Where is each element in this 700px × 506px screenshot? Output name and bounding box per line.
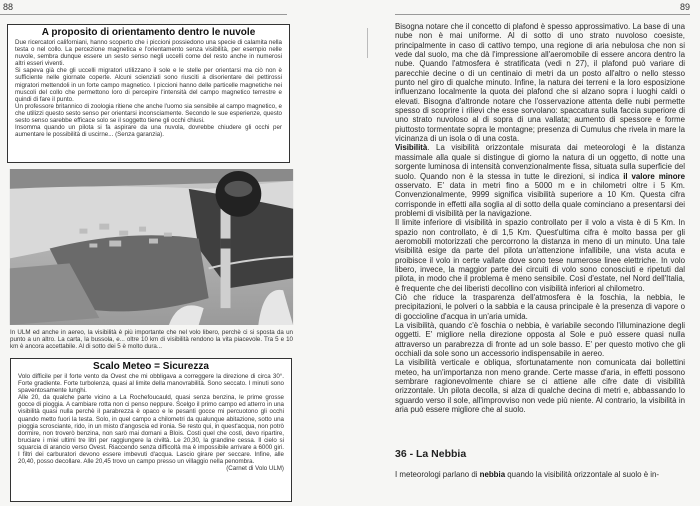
body-text-nebbia [395,470,685,479]
body-paragraph: La visibilità verticale e obliqua, sfortunatamente non comunicata dai bollettini meteo, ha un'importanza non meno grande. Certe masse d'aria, in effetti possono sembrare ragionevolmente chiare se ci attiene alle cifre date di visibilità orizzontale. Un pilota decolla, si alza di qualche decina di metri e, abbassando lo sguardo verso il sole, all'improvviso non vede più niente. Al contrario, la visibilità in aria può essere migliore che al suolo. [395,358,685,415]
header-rule [395,14,690,15]
sidebar-box-orientamento [7,24,290,163]
term-valore-minore: il valore minore [623,171,685,181]
box-title: A proposito di orientamento dentro le nuvole [41,27,256,38]
body-paragraph: Il limite inferiore di visibilità in spazio controllato per il volo a vista è di 5 Km. In spazio non controllato, è di 1,5 Km. Quest'ultima cifra è molto bassa per gli aeromobili motorizzati che percorrono la distanza in meno di un minuto. Una tale visibilità esige da parte del pilota un'attenzione infallibile, una vista acuta e proibisce il volo in certe vallate dove sono tese numerose linee elettriche. In volo libero, invece, la maggior parte dei circuiti di volo sono conosciuti e ripetuti dal pilota, in modo che il problema è meno sensibile. Così d'estate, nel Nord dell'Italia, è frequente che dei liberisti decollino con visibilità inferiori al chilometro. [395,218,685,293]
body-paragraph [395,470,685,479]
right-page [350,0,700,506]
photo-caption: In ULM ed anche in aereo, la visibilità è più importante che nel volo libero, perchè ci si sposta da un punto a un altro. La carta, la bussola, e... oltre 10 km di visibilità rendono la vita piacevole. Tra 5 e 10 km è ancora accettabile. Al di sotto dei 5 è molto dura... [10,329,293,351]
body-paragraph: Bisogna notare che il concetto di plafond è spesso approssimativo. La base di una nube non è mai uniforme. Al di sotto di uno strato nuvoloso coesiste, principalmente in caso di cattivo tempo, una regione di aria nebulosa che non si vede dal suolo, ma che dà l'impressione all'aeromobile di essere ancora dentro la nube. Quando l'atmosfera è stratificata (vedi n 27), il plafond può variare di parecchie decine o di un centinaio di metri da un posto all'altro o nello stesso punto nel giro di qualche minuto. Infine, la natura dei terreni e la loro esposizione influenzano localmente la quota dei plafond che si alzano sopra i luoghi caldi o elevati. Bisogna d'altronde notare che l'osservazione attenta delle nubi permette spesso di scoprire i rilievi che esse sorvolano: spaccatura sulla faccia superiore di uno strato nuvoloso al di sopra di una vallata; aumento di spessore e forme piuttosto tormentate sopra le montagne; presenza di Cumulus che rivela in mare la vicinanza di un isola o di una costa. [395,22,685,144]
section-heading: 36 - La Nebbia [395,448,467,460]
body-paragraph: La visibilità, quando c'è foschia o nebbia, è variabile secondo l'illuminazione degli oggetti. E' migliore nella direzione opposta al Sole e può essere quasi nulla attraverso un parabrezza di fronte ad un sole basso. E' per questo motivo che gli occhiali da sole sono un accessorio indispensabile in aereo. [395,321,685,359]
box-credit: (Carnet di Volo ULM) [226,465,284,473]
box-paragraph: Alle 20, da qualche parte vicino a La Rochefoucauld, quasi senza benzina, le prime grosse gocce di pioggia. A cambiare rotta non ci penso neppure. Scelgo il primo campo ed atterro in una visibilità quasi nulla perchè il parabrezza è opaco e le pesanti gocce mi percuotono gli occhi quando metto fuori la testa. Solo, in quel campo a chilometri da qualunque abitazione, sotto una pioggia scrosciante, rido, in un misto d'angoscia ed ironia. Se resto qui, in quest'acqua, non potrò dormire, non troverò benzina, non sarò mai domani a Blois. Costi quel che costi, devo ripartire, bruciare i miei ultimi tre litri per raggiungere la civiltà. Le 20,30, la grandine cessa. Il cielo si squarcia di arancio verso Ovest. Riaccendo senza difficoltà ma è impossibile arrivare a 6000 giri. I filtri dei carburatori devono essere imbevuti d'acqua. Lascio girare per seccare. Infine, alle 20,40, posso decollare. Alle 20,45 trovo un campo presso un villaggio nella penombra. [18,394,284,466]
page-number: 89 [680,2,691,12]
sidebar-box-scalo-meteo [10,358,292,502]
text-span: osservato. E' data in metri fino a 5000 m e in chilometri oltre i 5 Km. Convenzionalmente, 9999 significa visibilità superiore a 10 Km. Questa cifra corrisponde in effetti alla soglia al di sotto della quale cominciano a presentarsi dei problemi di visibilità per la navigazione. [395,180,685,218]
box-paragraph: Si sapeva già che gli uccelli migratori utilizzano il sole e le stelle per orientarsi ma ciò non è sufficiente nelle giornate coperte. Alcuni scienziati sono riusciti a disorientare dei pettirossi migratori mettendoli in un forte campo magnetico. I piccioni hanno delle particelle magnetiche nei muscoli del collo che permettono loro di percepire l'intensità del campo magnetico terrestre e quindi di fare il punto. [15,67,282,103]
body-text [395,22,685,414]
term-nebbia: nebbia [479,470,506,479]
aerial-photo [9,169,294,325]
text-span: I meteorologi parlano di [395,470,480,479]
header-rule [0,14,287,15]
body-paragraph [395,143,685,218]
body-paragraph: Ciò che riduce la trasparenza dell'atmosfera è la foschia, la nebbia, le precipitazioni, le polveri o la sabbia e la causa principale è la presenza di vapore o di goccioline d'acqua in un'aria umida. [395,292,685,321]
box-paragraph: Un professore britannico di zoologia ritiene che anche l'uomo sia sensibile al campo magnetico, e che utilizzi questo sesto senso per orientarsi inconsciamente. Secondo le sue esperienze, questo sesto senso sarebbe efficace solo se il soggetto tiene gli occhi chiusi. [15,102,282,125]
box-paragraph: Insomma quando un pilota si fa aspirare da una nuvola, dovrebbe chiudere gli occhi per aumentare le possibilità di uscirne... (Senza garanzia). [15,124,282,139]
page-number: 88 [3,2,14,12]
box-title: Scalo Meteo = Sicurezza [93,361,209,372]
text-span: . La visibilità orizzontale misurata dai meteorologi è la distanza massimale alla quale si distingue di giorno la natura di un oggetto, di notte una sorgente luminosa di intensità convenzionalmente fissa, situata sulla superficie del suolo. Quando non è la stessa in tutte le direzioni, si indica [395,143,685,181]
gutter-mark [367,28,368,58]
text-span: quando la visibilità orizzontale al suolo è in- [505,470,660,479]
box-paragraph: Due ricercatori californiani, hanno scoperto che i piccioni possiedono una specie di calamita nella testa o nel collo. La percezione magnetica e l'orientamento senza visibilità, per esempio nelle nuvole, sembra dunque essere un sesto senso negli uccelli come del resto anche in numerosi altri esseri viventi. [15,39,282,68]
term-visibilita: Visibilità [395,143,428,153]
aerial-photo-image [9,169,294,325]
box-paragraph: Volo difficile per il forte vento da Ovest che mi obbligava a correggere la direzione di circa 30°. Forte gradiente. Forte turbolenza, quasi al limite della manovrabilità. Sono seccato. I minuti sono spaventosamente lunghi. [18,373,284,395]
